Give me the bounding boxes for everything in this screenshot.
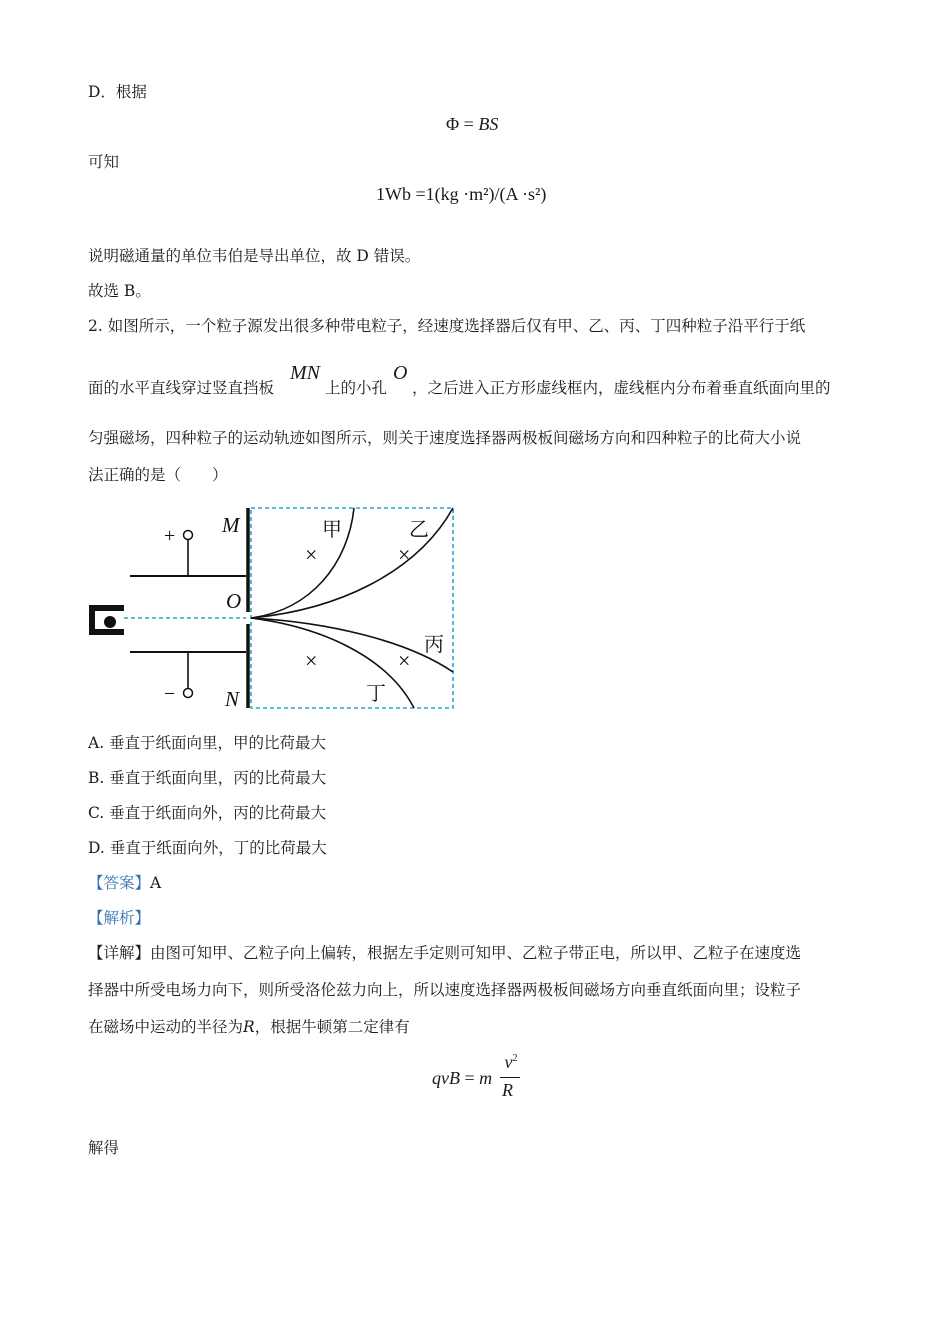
eq-num-sup: 2 xyxy=(512,1053,518,1064)
eq-numerator xyxy=(502,1052,520,1073)
question-line-1: 2. 如图所示，一个粒子源发出很多种带电粒子，经速度选择器后仅有甲、乙、丙、丁四种粒子沿平行于纸 xyxy=(88,317,806,335)
eq-num-v: v xyxy=(504,1052,513,1072)
trajectory-ding xyxy=(251,618,414,708)
analysis-line xyxy=(88,908,150,928)
label-n: N xyxy=(225,687,240,711)
cross-mark: × xyxy=(305,648,318,673)
answer-tag: 【答案】 xyxy=(88,874,151,892)
label-yi: 乙 xyxy=(409,519,429,541)
question-line-4: 法正确的是（ ） xyxy=(88,466,228,484)
cross-mark: × xyxy=(398,648,411,673)
detail-text-3a: 在磁场中运动的半径为 xyxy=(88,1018,244,1036)
eq-lhs: qvB xyxy=(432,1068,460,1088)
var-o: O xyxy=(393,362,408,384)
cross-mark: × xyxy=(398,542,411,567)
label-m: M xyxy=(222,513,240,537)
var-r: R xyxy=(243,1018,255,1036)
flux-equation: Φ = BS xyxy=(446,114,499,134)
detail-line-1 xyxy=(88,943,801,963)
var-mn: MN xyxy=(290,362,320,384)
question-line-2a: 面的水平直线穿过竖直挡板 xyxy=(88,379,275,397)
analysis-tag: 【解析】 xyxy=(88,909,151,927)
answer-line xyxy=(88,873,161,893)
detail-line-2: 择器中所受电场力向下，则所受洛伦兹力向上，所以速度选择器两极板间磁场方向垂直纸面向里；设粒子 xyxy=(88,981,802,999)
detail-text-3b: ，根据牛顿第二定律有 xyxy=(254,1018,410,1036)
flux-symbol: Φ xyxy=(446,114,460,134)
label-ding: 丁 xyxy=(366,683,386,705)
label-jia: 甲 xyxy=(322,519,342,541)
upper-terminal xyxy=(184,531,193,540)
velocity-selector-figure xyxy=(86,504,466,719)
question-line-2c: ，之后进入正方形虚线框内，虚线框内分布着垂直纸面向里的 xyxy=(412,379,831,397)
eq-m: m xyxy=(479,1068,493,1088)
kezhi-text: 可知 xyxy=(88,153,120,171)
jiede-text: 解得 xyxy=(88,1139,120,1157)
label-o: O xyxy=(226,589,242,613)
trajectory-bing xyxy=(251,618,453,672)
option-b: B. 垂直于纸面向里，丙的比荷最大 xyxy=(88,769,327,787)
detail-line-3 xyxy=(88,1017,410,1037)
eq-denominator: R xyxy=(502,1080,513,1100)
label-bing: 丙 xyxy=(424,634,444,656)
newton-equation-lhs: qvB = m xyxy=(432,1068,493,1088)
choose-text: 故选 B。 xyxy=(88,282,151,300)
conclusion-text: 说明磁通量的单位韦伯是导出单位，故 D 错误。 xyxy=(88,247,421,265)
option-a: A. 垂直于纸面向里，甲的比荷最大 xyxy=(88,734,327,752)
fraction-bar xyxy=(500,1077,520,1078)
option-c: C. 垂直于纸面向外，丙的比荷最大 xyxy=(88,804,327,822)
weber-unit-equation: 1Wb =1(kg ·m²)/(A ·s²) xyxy=(376,184,547,204)
flux-rhs: BS xyxy=(478,114,499,134)
source-dot xyxy=(104,616,116,628)
answer-value: A xyxy=(150,874,162,892)
detail-text-1: 由图可知甲、乙粒子向上偏转，根据左手定则可知甲、乙粒子带正电，所以甲、乙粒子在速度选 xyxy=(150,944,802,962)
question-line-3: 匀强磁场，四种粒子的运动轨迹如图所示，则关于速度选择器两极板间磁场方向和四种粒子的比荷大小说 xyxy=(88,429,802,447)
cross-mark: × xyxy=(305,542,318,567)
minus-sign: − xyxy=(164,683,176,705)
option-d-label: D．根据 xyxy=(88,83,147,101)
detail-tag: 【详解】 xyxy=(88,944,151,962)
option-d: D. 垂直于纸面向外，丁的比荷最大 xyxy=(88,839,327,857)
plus-sign: + xyxy=(164,525,176,547)
question-line-2b: 上的小孔 xyxy=(325,379,388,397)
lower-terminal xyxy=(184,689,193,698)
